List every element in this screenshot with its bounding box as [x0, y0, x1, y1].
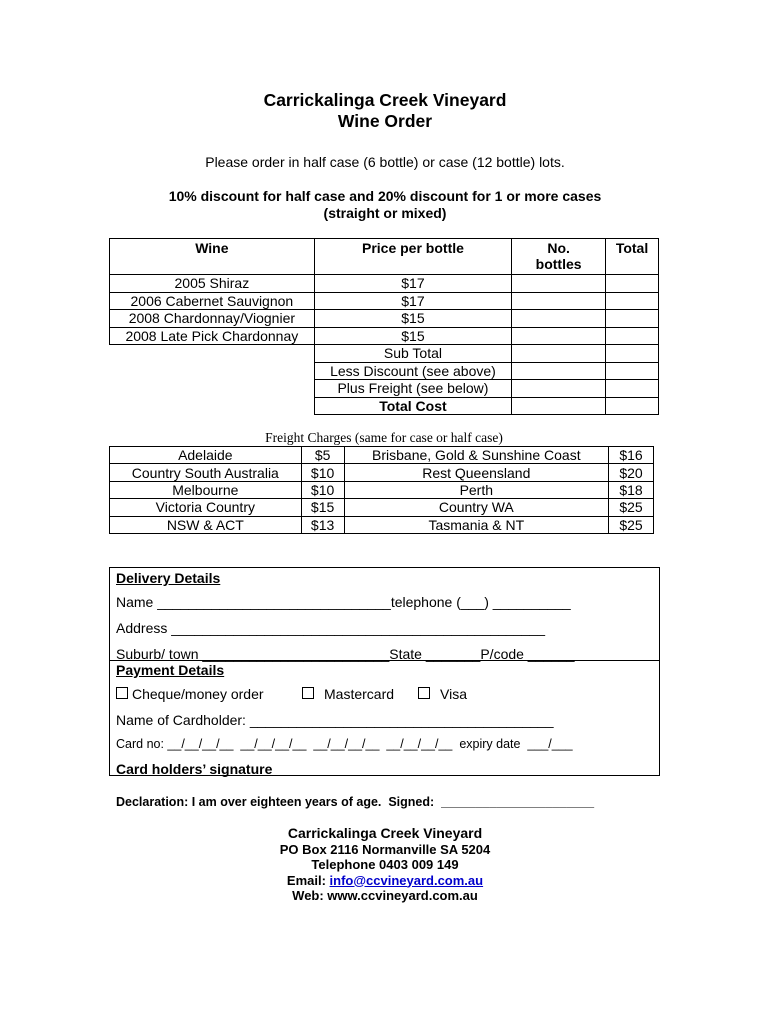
footer-telephone: Telephone 0403 009 149 [311, 857, 459, 872]
freight-price: $10 [301, 481, 344, 498]
name-telephone-field[interactable]: Name ______________________________telephone (___) __________ [116, 594, 571, 610]
table-row [110, 516, 654, 533]
payment-heading: Payment Details [116, 662, 225, 678]
summary-bottles-cell[interactable] [512, 397, 606, 415]
bottles-header-text: No. bottles [535, 240, 582, 272]
summary-total-cell[interactable] [606, 345, 659, 363]
wine-name: 2005 Shiraz [110, 275, 315, 293]
column-header-wine: Wine [110, 239, 315, 275]
summary-total-cell[interactable] [606, 380, 659, 398]
freight-price: $18 [609, 481, 654, 498]
payment-options [116, 686, 264, 702]
footer-vineyard-name: Carrickalinga Creek Vineyard [287, 825, 483, 841]
wine-name: 2008 Chardonnay/Viognier [110, 310, 315, 328]
email-link[interactable]: info@ccvineyard.com.au [329, 872, 484, 888]
freight-region: Tasmania & NT [344, 516, 608, 533]
summary-label: Less Discount (see above) [314, 362, 511, 380]
visa-option [418, 686, 467, 702]
freight-region: Melbourne [110, 481, 302, 498]
wine-order-table [109, 238, 659, 415]
wine-price: $15 [314, 310, 511, 328]
summary-bottles-cell[interactable] [512, 345, 606, 363]
summary-row-subtotal [110, 345, 659, 363]
column-header-bottles [512, 239, 606, 275]
freight-region: NSW & ACT [110, 516, 302, 533]
freight-price: $10 [301, 464, 344, 481]
footer-email [0, 873, 770, 889]
freight-region: Brisbane, Gold & Sunshine Coast [344, 447, 608, 464]
discount-notice [0, 188, 770, 222]
freight-region: Perth [344, 481, 608, 498]
summary-bottles-cell[interactable] [512, 380, 606, 398]
freight-price: $25 [609, 499, 654, 516]
cardholder-name-field[interactable]: Name of Cardholder: _______________________________________ [116, 712, 554, 728]
wine-price: $17 [314, 292, 511, 310]
email-label: Email: [286, 872, 330, 888]
freight-price: $16 [609, 447, 654, 464]
bottles-cell[interactable] [512, 310, 606, 328]
age-declaration[interactable]: Declaration: I am over eighteen years of age. Signed: ______________________ [116, 795, 595, 809]
mastercard-label: Mastercard [324, 686, 395, 702]
signature-field[interactable]: Card holders’ signature ________________________________ [116, 761, 526, 777]
freight-region: Country WA [344, 499, 608, 516]
summary-label: Plus Freight (see below) [314, 380, 511, 398]
column-header-total: Total [606, 239, 659, 275]
visa-label: Visa [440, 686, 467, 702]
table-header-row [110, 239, 659, 275]
cheque-label: Cheque/money order [132, 686, 264, 702]
column-header-price: Price per bottle [314, 239, 511, 275]
summary-bottles-cell[interactable] [512, 362, 606, 380]
table-row [110, 447, 654, 464]
footer-web: Web: www.ccvineyard.com.au [292, 888, 478, 903]
table-row [110, 327, 659, 345]
bottles-cell[interactable] [512, 292, 606, 310]
form-title: Wine Order [337, 111, 433, 131]
table-row [110, 275, 659, 293]
total-cell[interactable] [606, 275, 659, 293]
mastercard-option [302, 686, 394, 702]
freight-region: Victoria Country [110, 499, 302, 516]
summary-row-freight [110, 380, 659, 398]
summary-total-cell[interactable] [606, 362, 659, 380]
summary-row-discount [110, 362, 659, 380]
total-cell[interactable] [606, 310, 659, 328]
address-field[interactable]: Address ________________________________________________ [116, 620, 545, 636]
wine-name: 2006 Cabernet Sauvignon [110, 292, 315, 310]
summary-total-cell[interactable] [606, 397, 659, 415]
cheque-checkbox[interactable] [116, 687, 128, 699]
freight-region: Country South Australia [110, 464, 302, 481]
freight-price: $13 [301, 516, 344, 533]
total-cell[interactable] [606, 327, 659, 345]
document-title [0, 90, 770, 132]
freight-price: $25 [609, 516, 654, 533]
mastercard-checkbox[interactable] [302, 687, 314, 699]
bottles-cell[interactable] [512, 327, 606, 345]
table-row [110, 481, 654, 498]
vineyard-name: Carrickalinga Creek Vineyard [263, 90, 507, 110]
table-row [110, 310, 659, 328]
summary-label: Sub Total [314, 345, 511, 363]
table-row [110, 499, 654, 516]
discount-line-2: (straight or mixed) [323, 205, 447, 221]
total-cell[interactable] [606, 292, 659, 310]
table-row [110, 292, 659, 310]
wine-price: $15 [314, 327, 511, 345]
delivery-heading: Delivery Details [116, 570, 221, 586]
suburb-state-postcode-field[interactable]: Suburb/ town ________________________State _______P/code ______ [116, 646, 575, 662]
freight-price: $15 [301, 499, 344, 516]
contact-footer [0, 826, 770, 904]
freight-region: Rest Queensland [344, 464, 608, 481]
discount-line-1: 10% discount for half case and 20% discount for 1 or more cases [168, 188, 602, 204]
freight-price: $20 [609, 464, 654, 481]
freight-table [109, 446, 654, 534]
bottles-cell[interactable] [512, 275, 606, 293]
freight-price: $5 [301, 447, 344, 464]
summary-label: Total Cost [314, 397, 511, 415]
card-number-field[interactable]: Card no: __/__/__/__ __/__/__/__ __/__/__/__ __/__/__/__ expiry date ___/___ [116, 737, 573, 751]
freight-caption: Freight Charges (same for case or half case) [265, 430, 503, 445]
visa-checkbox[interactable] [418, 687, 430, 699]
wine-price: $17 [314, 275, 511, 293]
wine-name: 2008 Late Pick Chardonnay [110, 327, 315, 345]
order-instructions: Please order in half case (6 bottle) or case (12 bottle) lots. [205, 154, 565, 170]
freight-region: Adelaide [110, 447, 302, 464]
table-row [110, 464, 654, 481]
summary-row-total-cost [110, 397, 659, 415]
footer-address: PO Box 2116 Normanville SA 5204 [279, 841, 491, 857]
